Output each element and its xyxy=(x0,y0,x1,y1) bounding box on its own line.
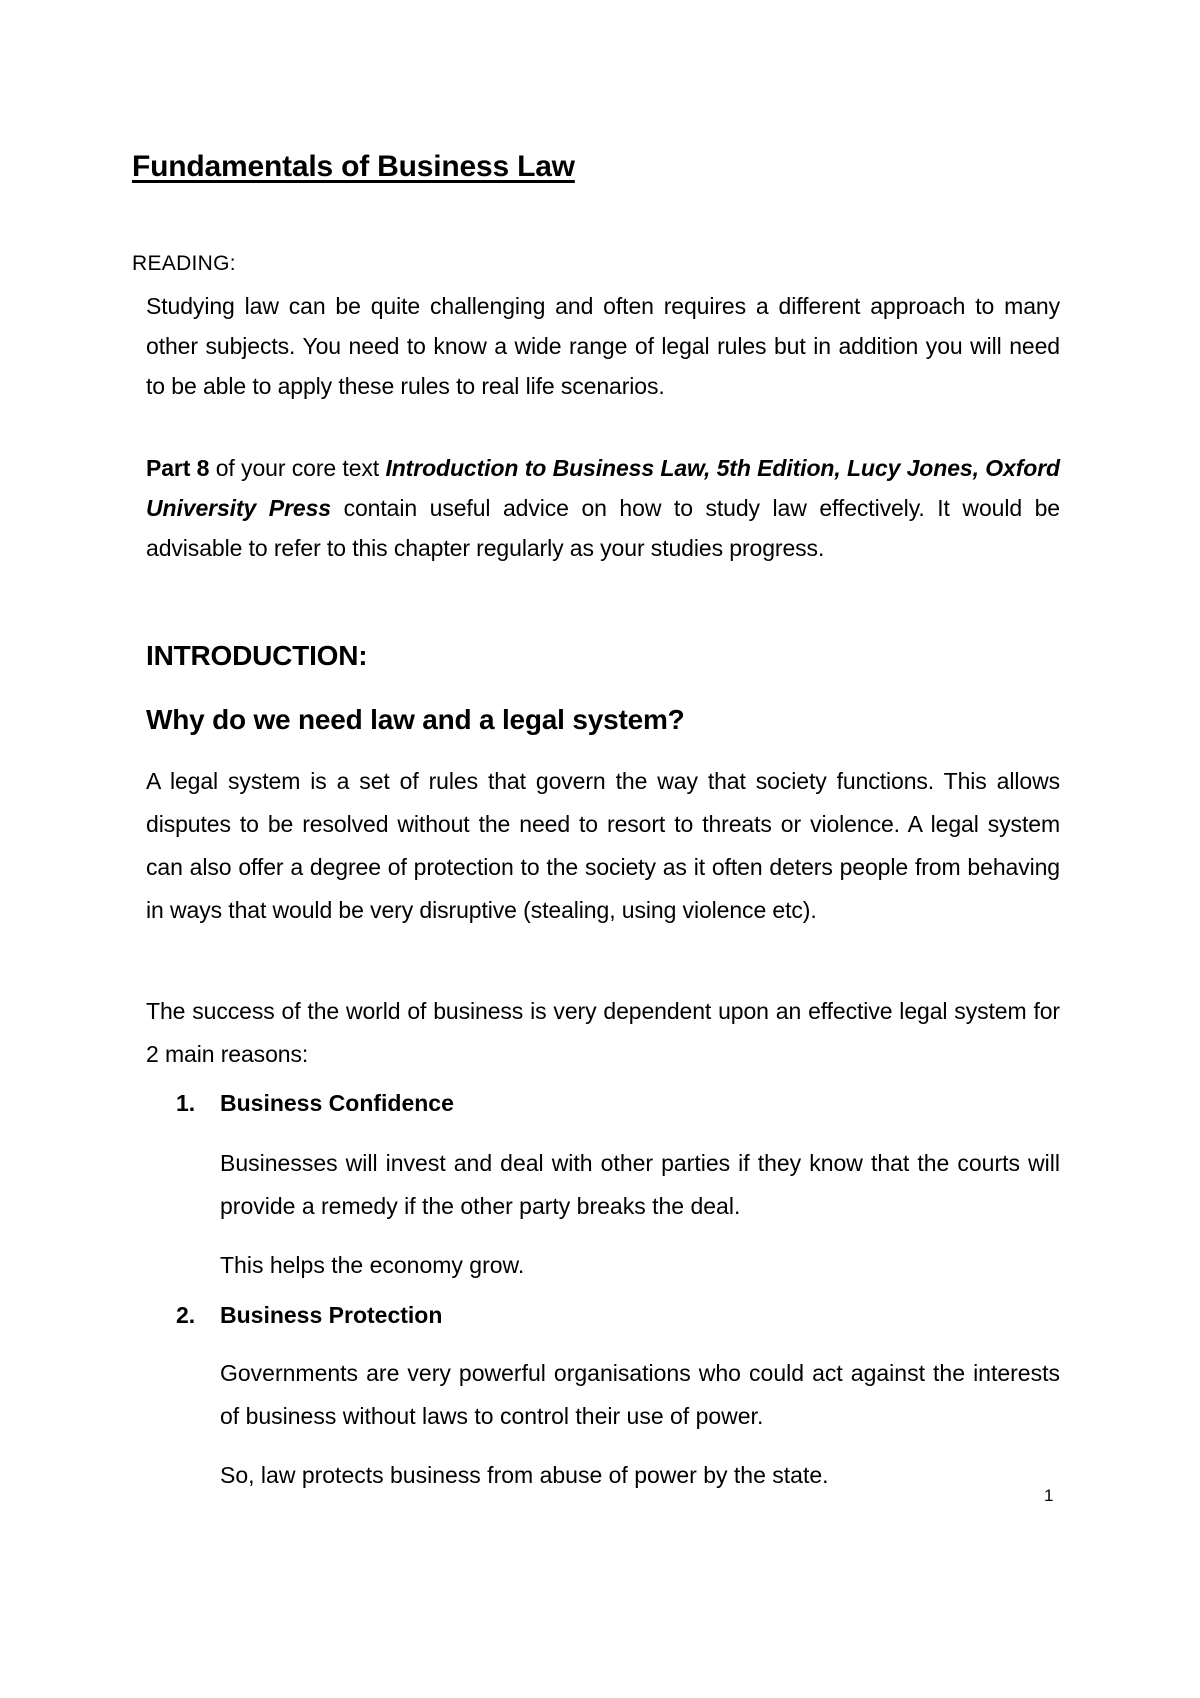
core-text-before-book: of your core text xyxy=(209,455,386,481)
book-title: Introduction to Business Law, 5th Edition, Lucy Jones, Oxford University Press xyxy=(146,455,1061,521)
reading-label: READING: xyxy=(132,252,236,275)
core-text-paragraph xyxy=(146,448,1060,568)
reason-1-title: Business Confidence xyxy=(220,1090,454,1116)
reason-2-heading xyxy=(176,1302,442,1329)
reason-2-number: 2. xyxy=(176,1302,196,1328)
part-label: Part 8 xyxy=(146,455,210,481)
reason-2-summary: So, law protects business from abuse of power by the state. xyxy=(220,1462,829,1488)
reason-1-heading xyxy=(176,1090,454,1117)
reason-1-number: 1. xyxy=(176,1090,196,1116)
page-number: 1 xyxy=(1044,1486,1054,1505)
document-title: Fundamentals of Business Law xyxy=(132,150,575,183)
reason-1-summary: This helps the economy grow. xyxy=(220,1252,525,1278)
introduction-heading: INTRODUCTION: xyxy=(146,640,368,671)
question-heading: Why do we need law and a legal system? xyxy=(146,704,685,735)
legal-system-paragraph: A legal system is a set of rules that govern the way that society functions. This allows disputes to be resolved without the need to resort to threats or violence. A legal system can also offer a degree of protection to the society as it often deters people from behaving in ways that would be very disruptive (stealing, using violence etc). xyxy=(146,768,1060,923)
reading-paragraph: Studying law can be quite challenging and often requires a different approach to many other subjects. You need to know a wide range of legal rules but in addition you will need to be able to apply these rules to real life scenarios. xyxy=(146,293,1060,399)
reason-1-paragraph: Businesses will invest and deal with other parties if they know that the courts will provide a remedy if the other party breaks the deal. xyxy=(220,1150,1060,1219)
reason-2-title: Business Protection xyxy=(220,1302,443,1328)
core-text-after-book: contain useful advice on how to study law effectively. It would be advisable to refer to this chapter regularly as your studies progress. xyxy=(146,495,1061,561)
reason-2-paragraph: Governments are very powerful organisations who could act against the interests of business without laws to control their use of power. xyxy=(220,1360,1060,1429)
business-success-paragraph: The success of the world of business is very dependent upon an effective legal system for 2 main reasons: xyxy=(146,998,1060,1067)
